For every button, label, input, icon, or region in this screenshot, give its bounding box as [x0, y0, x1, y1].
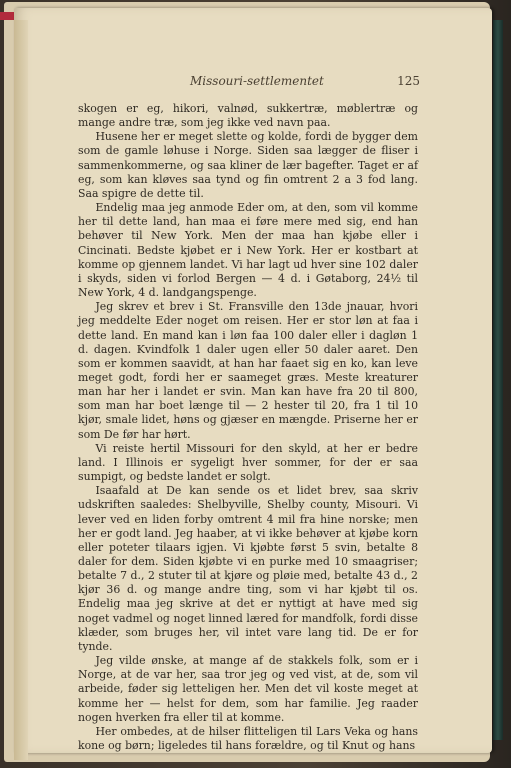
running-header [190, 74, 420, 92]
paragraph: Husene her er meget slette og kolde, fordi de bygger dem som de gamle løhuse i Norge. Siden saa lægger de fliser i sammenkommerne, og saa kliner de lær bagefter. Taget er af eg, som kan kløves saa tynd og fin omtrent 2 a 3 fod lang. Saa spigre de dette til. [78, 130, 418, 200]
paragraph: Isaafald at De kan sende os et lidet brev, saa skriv udskriften saaledes: Shelbyville, Shelby county, Misouri. Vi lever ved en liden forby omtrent 4 mil fra hine norske; men her er godt land. Jeg haaber, at vi ikke behøver at kjøbe korn eller poteter tilaars igjen. Vi kjøbte først 5 svin, betalte 8 daler for dem. Siden kjøbte vi en purke med 10 smaagriser; betalte 7 d., 2 stuter til at kjøre og pløie med, betalte 43 d., 2 kjør 36 d. og mange andre ting, som vi har kjøbt til os. Endelig maa jeg skrive at det er nyttigt at have med sig noget vadmel og noget linned læred for mandfolk, fordi disse klæder, som bruges her, vil intet vare lang tid. De er for tynde. [78, 484, 418, 653]
paragraph: skogen er eg, hikori, valnød, sukkertræ, møblertræ og mange andre træ, som jeg ikke ved navn paa. [78, 102, 418, 130]
paragraph: Jeg skrev et brev i St. Fransville den 13de jnauar, hvori jeg meddelte Eder noget om reisen. Her er stor løn at faa i dette land. En mand kan i løn faa 100 daler eller i dagløn 1 d. dagen. Kvindfolk 1 daler ugen eller 50 daler aaret. Den som er kommen saavidt, at han har faaet sig en ko, kan leve meget godt, fordi her er saameget græs. Meste kreaturer man har her i landet er svin. Man kan have fra 20 til 800, som man har boet længe til — 2 hester til 20, fra 1 til 10 kjør, smale lidet, høns og gjæser en mængde. Priserne her er som De før har hørt. [78, 300, 418, 441]
page-number: 125 [397, 74, 420, 88]
paragraph: Her ombedes, at de hilser flitteligen til Lars Veka og hans kone og børn; ligeledes til hans forældre, og til Knut og hans [78, 724, 418, 753]
paragraph: Vi reiste hertil Missouri for den skyld, at her er bedre land. I Illinois er sygeligt hver sommer, for der er saa sumpigt, og bedste landet er solgt. [78, 441, 418, 484]
body-text [78, 102, 418, 753]
book-cover-edge [493, 20, 503, 740]
paragraph: Endelig maa jeg anmode Eder om, at den, som vil komme her til dette land, han maa ei føre mere med sig, end han behøver til New York. Men der maa han kjøbe eller i Cincinati. Bedste kjøbet er i New York. Her er kostbart at komme op gjennem landet. Vi har lagt ud hver sine 102 daler i skyds, siden vi forlod Bergen — 4 d. i Gøtaborg, 24½ til New York, 4 d. landgangspenge. [78, 201, 418, 300]
running-title: Missouri-settlementet [190, 74, 324, 88]
paragraph: Jeg vilde ønske, at mange af de stakkels folk, som er i Norge, at de var her, saa tror jeg og ved vist, at de, som vil arbeide, føder sig letteligen her. Men det vil koste meget at komme her — helst for dem, som har familie. Jeg raader nogen hverken fra eller til at komme. [78, 654, 418, 724]
page-gutter [14, 20, 28, 760]
bookmark-ribbon [0, 12, 14, 20]
